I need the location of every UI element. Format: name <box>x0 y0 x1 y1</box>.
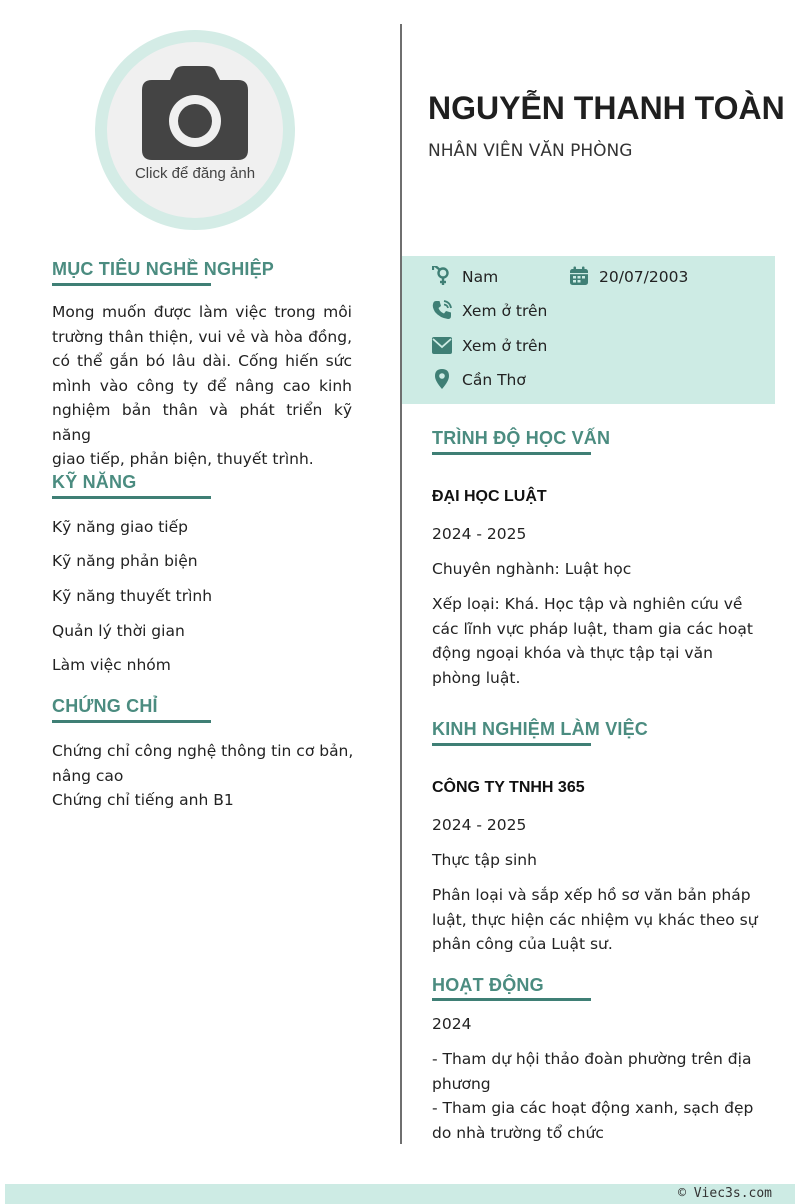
objective-line: nghiệm bản thân và phát triển kỹ năng <box>52 401 352 444</box>
education-school: ĐẠI HỌC LUẬT <box>432 488 547 505</box>
experience-position: Thực tập sinh <box>432 851 537 869</box>
mail-icon <box>432 336 452 356</box>
experience-desc-line: phân công của Luật sư. <box>432 935 613 953</box>
activity-line: - Tham dự hội thảo đoàn phường trên địa <box>432 1050 752 1068</box>
candidate-name: NGUYỄN THANH TOÀN <box>428 90 785 126</box>
objective-line: giao tiếp, phản biện, thuyết trình. <box>52 450 314 468</box>
objective-line: Mong muốn được làm việc trong môi <box>52 303 352 321</box>
location-pin-icon <box>432 369 452 389</box>
calendar-icon <box>569 266 589 286</box>
activities-underline <box>432 998 591 1001</box>
certificate-line: Chứng chỉ công nghệ thông tin cơ bản, <box>52 742 354 760</box>
activity-line: do nhà trường tổ chức <box>432 1123 604 1142</box>
footer-bar <box>5 1184 795 1204</box>
education-desc-line: động ngoại khóa và thực tập tại văn <box>432 644 713 662</box>
contact-address: Cần Thơ <box>462 371 526 389</box>
objective-line: có thể gắn bó lâu dài. Cống hiến sức <box>52 352 352 370</box>
objective-heading: MỤC TIÊU NGHỀ NGHIỆP <box>52 259 275 279</box>
skill-item: Làm việc nhóm <box>52 656 171 674</box>
education-description <box>432 592 772 690</box>
candidate-job-title: NHÂN VIÊN VĂN PHÒNG <box>428 141 633 161</box>
experience-heading: KINH NGHIỆM LÀM VIỆC <box>432 719 649 739</box>
objective-text <box>52 300 352 472</box>
education-major: Chuyên nghành: Luật học <box>432 560 632 578</box>
skill-item: Kỹ năng phản biện <box>52 552 198 570</box>
certificate-line: nâng cao <box>52 766 124 785</box>
objective-line: trường thân thiện, vui vẻ và hòa đồng, <box>52 327 352 346</box>
education-desc-line: các lĩnh vực pháp luật, tham gia các hoạt <box>432 619 753 638</box>
skill-item: Quản lý thời gian <box>52 622 185 640</box>
certificate-line: Chứng chỉ tiếng anh B1 <box>52 791 234 809</box>
contact-phone: Xem ở trên <box>462 302 548 320</box>
camera-icon[interactable] <box>140 66 250 162</box>
objective-underline <box>52 283 211 286</box>
contact-gender: Nam <box>462 268 499 286</box>
experience-period: 2024 - 2025 <box>432 816 527 834</box>
certificates-heading: CHỨNG CHỈ <box>52 696 158 716</box>
education-heading: TRÌNH ĐỘ HỌC VẤN <box>432 428 611 448</box>
experience-underline <box>432 743 591 746</box>
footer-copyright: © Viec3s.com <box>678 1186 772 1201</box>
certificates-underline <box>52 720 211 723</box>
education-desc-line: Xếp loại: Khá. Học tập và nghiên cứu về <box>432 595 743 613</box>
experience-desc-line: luật, thực hiện các nhiệm vụ khác theo sự <box>432 910 758 929</box>
experience-desc-line: Phân loại và sắp xếp hồ sơ văn bản pháp <box>432 886 751 904</box>
activity-line: phương <box>432 1074 491 1093</box>
skill-item: Kỹ năng giao tiếp <box>52 518 188 536</box>
experience-description <box>432 883 772 957</box>
education-desc-line: phòng luật. <box>432 668 521 687</box>
skills-underline <box>52 496 211 499</box>
skills-heading: KỸ NĂNG <box>52 472 137 492</box>
objective-line: mình vào công ty để nâng cao kinh <box>52 376 352 395</box>
education-period: 2024 - 2025 <box>432 525 527 543</box>
activities-description <box>432 1047 772 1145</box>
experience-company: CÔNG TY TNHH 365 <box>432 779 585 796</box>
phone-icon <box>432 300 452 320</box>
avatar-upload-caption[interactable]: Click để đăng ảnh <box>134 165 256 182</box>
gender-icon <box>432 266 452 286</box>
activities-heading: HOẠT ĐỘNG <box>432 975 544 995</box>
skill-item: Kỹ năng thuyết trình <box>52 587 213 605</box>
education-underline <box>432 452 591 455</box>
activity-line: - Tham gia các hoạt động xanh, sạch đẹp <box>432 1099 754 1117</box>
contact-birthday: 20/07/2003 <box>599 268 689 286</box>
contact-email: Xem ở trên <box>462 337 548 355</box>
column-divider <box>400 24 402 1144</box>
activities-year: 2024 <box>432 1015 472 1033</box>
certificates-text <box>52 739 362 813</box>
